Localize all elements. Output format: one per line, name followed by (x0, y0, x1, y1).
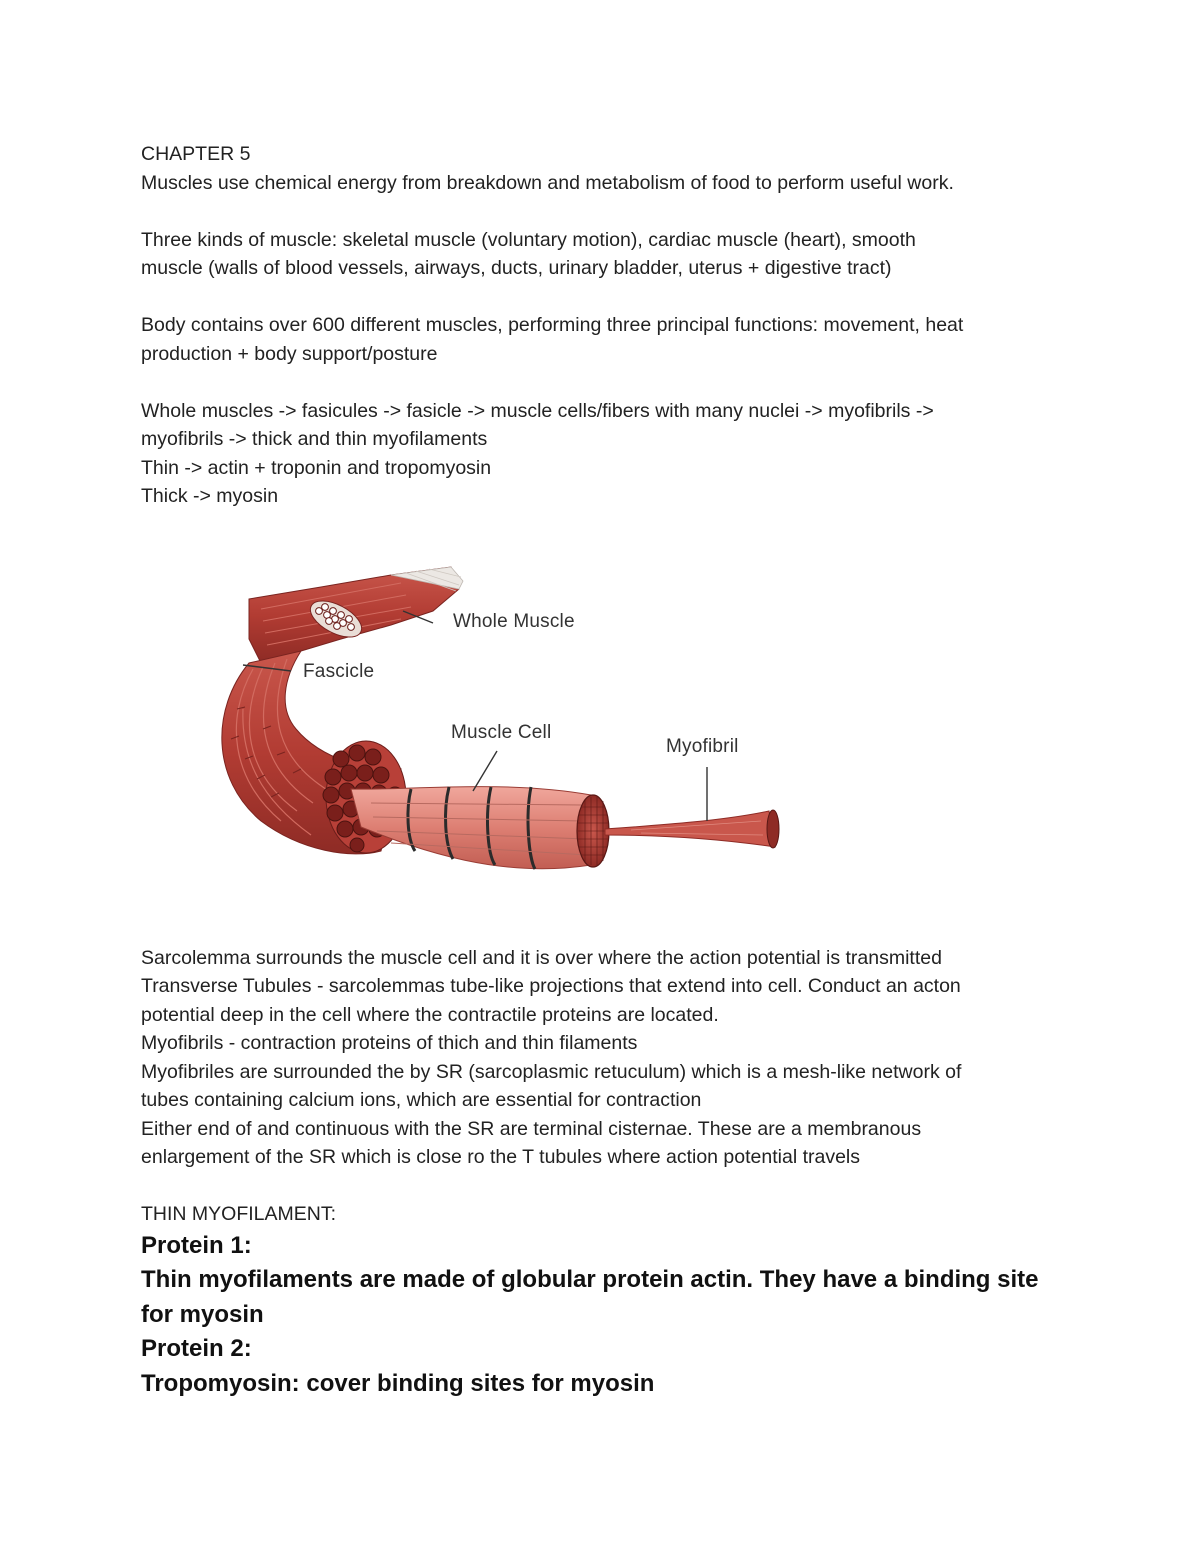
myofibril-shape (605, 810, 779, 848)
hierarchy-line-2: myofibrils -> thick and thin myofilaments (141, 428, 488, 450)
thick-filament-line: Thick -> myosin (141, 485, 279, 507)
sr-line-1: Myofibriles are surrounded the by SR (sarcoplasmic retuculum) which is a mesh-like network of (141, 1060, 962, 1083)
thin-myofilament-heading: THIN MYOFILAMENT: (141, 1203, 337, 1225)
label-whole-muscle: Whole Muscle (453, 610, 575, 632)
body-functions-line-2: production + body support/posture (141, 342, 438, 365)
sr-line-2: tubes containing calcium ions, which are essential for contraction (141, 1089, 702, 1111)
blank-line (141, 1172, 1071, 1201)
hierarchy-line-1: Whole muscles -> fasicules -> fasicle -> muscle cells/fibers with many nuclei -> myofibrils -> (141, 399, 934, 422)
protein-2-label: Protein 2: (141, 1335, 252, 1362)
whole-muscle-shape (249, 567, 463, 663)
cisternae-line-2: enlargement of the SR which is close ro the T tubules where action potential travels (141, 1146, 861, 1168)
thin-filament-line: Thin -> actin + troponin and tropomyosin (141, 456, 492, 479)
cisternae-line-1: Either end of and continuous with the SR are terminal cisternae. These are a membranous (141, 1117, 922, 1140)
protein-1-label: Protein 1: (141, 1231, 252, 1259)
tubules-line-2: potential deep in the cell where the contractile proteins are located. (141, 1003, 719, 1026)
muscle-kinds-line-1: Three kinds of muscle: skeletal muscle (voluntary motion), cardiac muscle (heart), smooth (141, 228, 916, 251)
sarcolemma-line: Sarcolemma surrounds the muscle cell and it is over where the action potential is transmitted (141, 946, 942, 969)
muscle-structure-figure (201, 559, 801, 889)
protein-2-text: Tropomyosin: cover binding sites for myosin (141, 1369, 655, 1397)
blank-line (141, 197, 1071, 226)
protein-1-text-line-1: Thin myofilaments are made of globular protein actin. They have a binding site (141, 1266, 1039, 1293)
document-page (141, 140, 1071, 1401)
body-functions-line-1: Body contains over 600 different muscles, performing three principal functions: movement, heat (141, 314, 964, 336)
chapter-title: CHAPTER 5 (141, 143, 251, 165)
blank-line (141, 368, 1071, 397)
protein-1-text-line-2: for myosin (141, 1300, 264, 1328)
tubules-line-1: Transverse Tubules - sarcolemmas tube-like projections that extend into cell. Conduct an acton (141, 975, 961, 997)
myofibrils-line: Myofibrils - contraction proteins of thich and thin filaments (141, 1032, 638, 1054)
muscle-kinds-line-2: muscle (walls of blood vessels, airways, ducts, urinary bladder, uterus + digestive tract) (141, 257, 892, 279)
blank-line (141, 283, 1071, 312)
summary-text: Muscles use chemical energy from breakdown and metabolism of food to perform useful work. (141, 171, 954, 194)
label-muscle-cell: Muscle Cell (451, 721, 552, 743)
muscle-cell-shape (351, 786, 609, 868)
label-fascicle: Fascicle (303, 660, 375, 682)
label-myofibril: Myofibril (666, 735, 739, 757)
